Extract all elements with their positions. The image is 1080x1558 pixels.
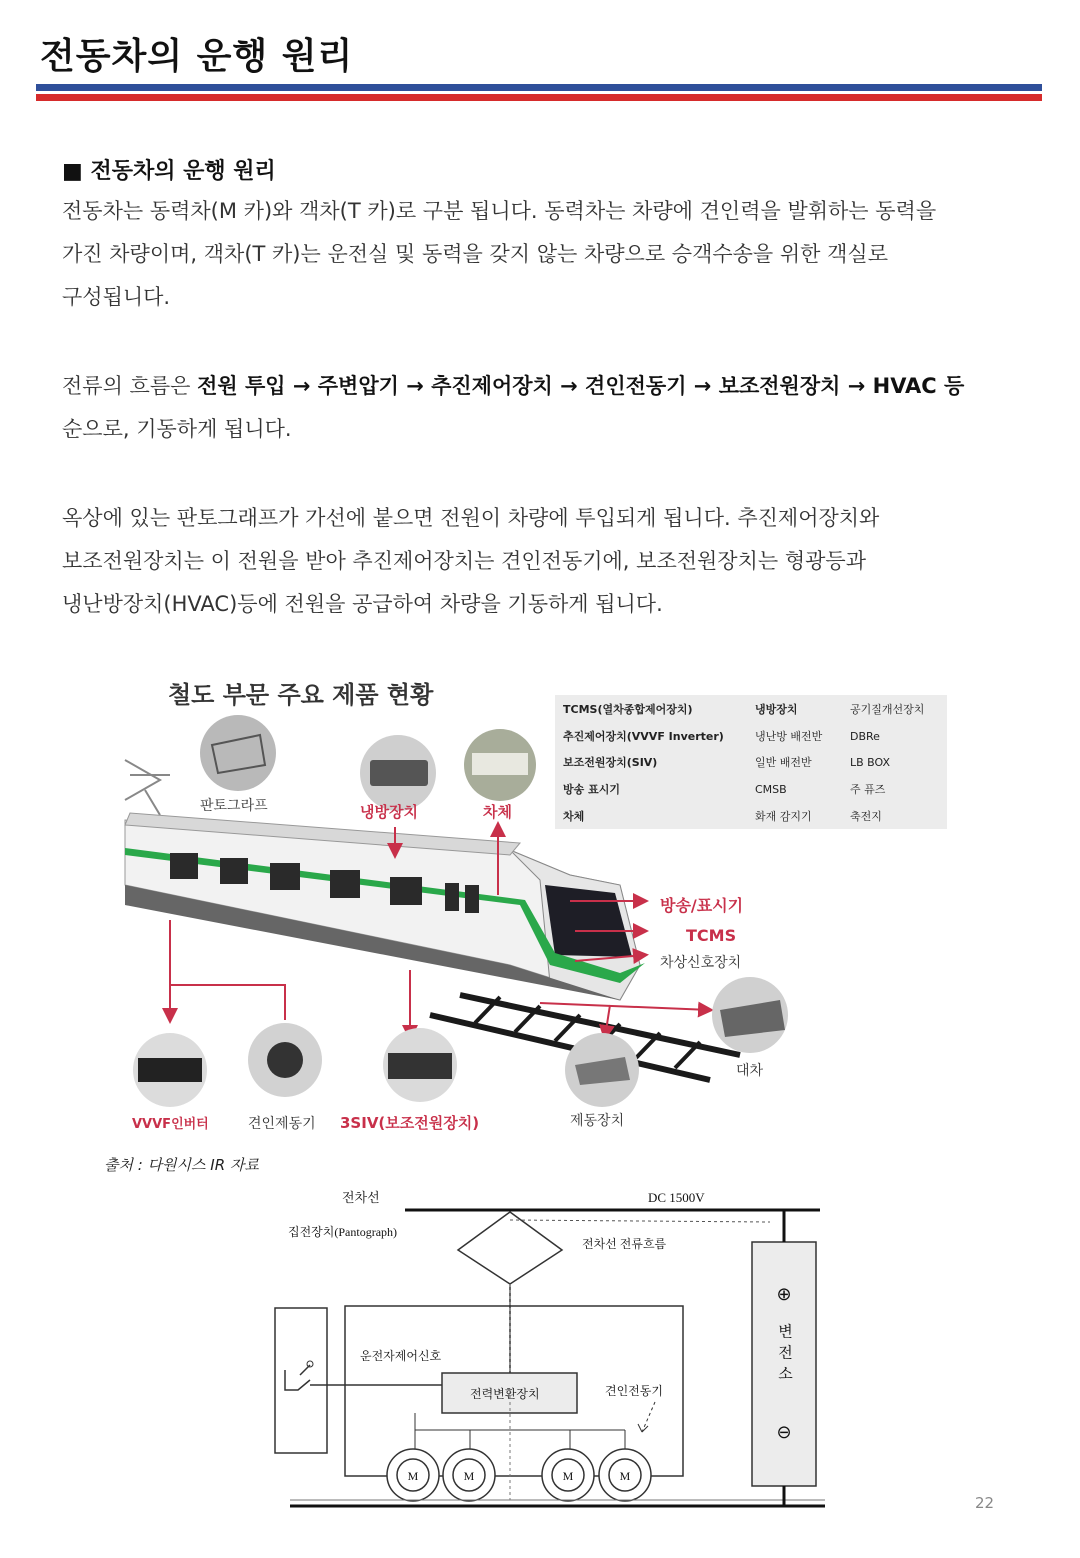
label-traction-motor: 견인전동기	[605, 1384, 663, 1398]
table-cell: DBRe	[850, 730, 880, 743]
paragraph-line	[62, 365, 964, 408]
substation-minus: ⊖	[776, 1422, 792, 1442]
table-cell: 보조전원장치(SIV)	[563, 756, 658, 769]
product-figure	[100, 665, 980, 1155]
label-driver-signal: 운전자제어신호	[360, 1349, 442, 1363]
table-cell: 공기질개선장치	[850, 703, 925, 716]
flow-prefix: 전류의 흐름은	[62, 374, 198, 398]
paragraph-line: 보조전원장치는 이 전원을 받아 추진제어장치는 견인전동기에, 보조전원장치는 형광등과	[62, 549, 866, 573]
table-cell: 냉난방 배전반	[755, 730, 823, 743]
page-number: 22	[975, 1494, 995, 1512]
table-cell: 추진제어장치(VVVF Inverter)	[563, 730, 724, 743]
table-cell: 냉방장치	[755, 703, 798, 716]
header-rule-red	[36, 94, 1042, 101]
source-note: 출처 : 다원시스 IR 자료	[104, 1156, 259, 1174]
paragraph-line: 전동차는 동력차(M 카)와 객차(T 카)로 구분 됩니다. 동력차는 차량에 견인력을 발휘하는 동력을	[62, 199, 937, 223]
paragraph-line: 가진 차량이며, 객차(T 카)는 운전실 및 동력을 갖지 않는 차량으로 승객수송을 위한 객실로	[62, 242, 888, 266]
paragraph-line: 옥상에 있는 판토그래프가 가선에 붙으면 전원이 차량에 투입되게 됩니다. 추진제어장치와	[62, 506, 880, 530]
label-current-flow: 전차선 전류흐름	[582, 1237, 667, 1251]
label-aircon: 냉방장치	[360, 803, 418, 821]
page-title: 전동차의 운행 원리	[40, 36, 354, 77]
table-cell: 축전지	[850, 810, 882, 823]
paragraph-current-flow	[62, 365, 964, 451]
table-cell: LB BOX	[850, 756, 891, 769]
table-cell: 주 퓨즈	[850, 783, 886, 796]
pantograph-image	[200, 715, 276, 791]
label-brake: 제동장치	[570, 1113, 625, 1129]
label-signal: 차상신호장치	[660, 955, 742, 971]
label-bogie: 대차	[736, 1063, 764, 1079]
label-voltage: DC 1500V	[648, 1190, 705, 1205]
paragraph-line: 구성됩니다.	[62, 285, 171, 309]
substation-plus: ⊕	[776, 1284, 792, 1304]
label-collector: 집전장치(Pantograph)	[288, 1225, 398, 1239]
figure-title: 철도 부문 주요 제품 현황	[168, 681, 434, 709]
label-broadcast: 방송/표시기	[660, 896, 744, 915]
table-cell: CMSB	[755, 783, 787, 796]
circuit-diagram	[270, 1180, 840, 1520]
label-tcms: TCMS	[686, 926, 737, 945]
driver-cab-box	[275, 1308, 327, 1453]
paragraph-pantograph	[62, 497, 879, 626]
label-converter: 전력변환장치	[470, 1387, 540, 1401]
label-vvvf: VVVF인버터	[132, 1117, 209, 1132]
label-substation: 변전소	[776, 1323, 792, 1387]
table-cell: 방송 표시기	[563, 783, 620, 796]
section-heading: ■ 전동차의 운행 원리	[62, 159, 276, 184]
pantograph-symbol	[458, 1212, 562, 1284]
motor-symbol: M	[562, 1469, 574, 1483]
table-cell: TCMS(열차종합제어장치)	[563, 703, 693, 716]
driver-lever-icon	[285, 1365, 310, 1390]
paragraph-line: 순으로, 기동하게 됩니다.	[62, 417, 292, 441]
label-pantograph: 판토그라프	[200, 798, 268, 814]
label-carbody: 차체	[483, 803, 512, 821]
motor-symbol: M	[407, 1469, 419, 1483]
table-cell: 화재 감지기	[755, 810, 812, 823]
flow-sequence: 전원 투입 → 주변압기 → 추진제어장치 → 견인전동기 → 보조전원장치 → HVAC 등	[197, 374, 965, 398]
paragraph-intro	[62, 190, 936, 319]
motor-symbol: M	[463, 1469, 475, 1483]
table-cell: 일반 배전반	[755, 756, 812, 769]
header-rule-blue	[36, 84, 1042, 91]
paragraph-line: 냉난방장치(HVAC)등에 전원을 공급하여 차량을 기동하게 됩니다.	[62, 592, 663, 616]
label-catenary: 전차선	[342, 1190, 380, 1205]
motor-symbol: M	[619, 1469, 631, 1483]
pantograph-sketch	[125, 760, 170, 815]
table-cell: 차체	[563, 810, 585, 823]
label-siv: 3SIV(보조전원장치)	[340, 1114, 480, 1132]
label-motor: 견인제동기	[248, 1116, 316, 1132]
motor-wheels	[387, 1449, 651, 1501]
